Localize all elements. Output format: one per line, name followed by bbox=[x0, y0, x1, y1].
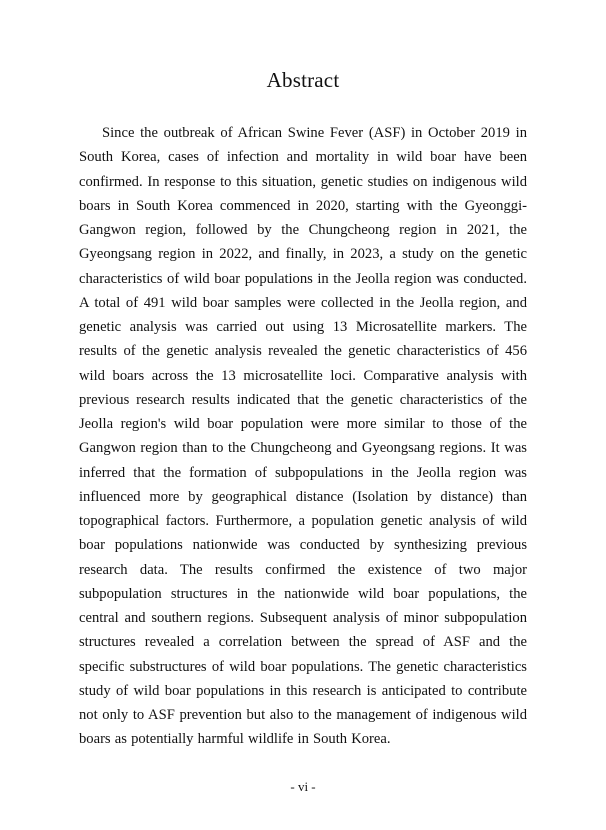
abstract-body: Since the outbreak of African Swine Fever (ASF) in October 2019 in South Korea, cases of infection and mortality in wild boar have been confirmed. In response to this situation, genetic studies on indigenous wild boars in South Korea commenced in 2020, starting with the Gyeonggi-Gangwon region, followed by the Chungcheong region in 2021, the Gyeongsang region in 2022, and finally, in 2023, a study on the genetic characteristics of wild boar populations in the Jeolla region was conducted. A total of 491 wild boar samples were collected in the Jeolla region, and genetic analysis was carried out using 13 Microsatellite markers. The results of the genetic analysis revealed the genetic characteristics of 456 wild boars across the 13 microsatellite loci. Comparative analysis with previous research results indicated that the genetic characteristics of the Jeolla region's wild boar population were more similar to those of the Gangwon region than to the Chungcheong and Gyeongsang regions. It was inferred that the formation of subpopulations in the Jeolla region was influenced more by geographical distance (Isolation by distance) than topographical factors. Furthermore, a population genetic analysis of wild boar populations nationwide was conducted by synthesizing previous research data. The results confirmed the existence of two major subpopulation structures in the nationwide wild boar populations, the central and southern regions. Subsequent analysis of minor subpopulation structures revealed a correlation between the spread of ASF and the specific substructures of wild boar populations. The genetic characteristics study of wild boar populations in this research is anticipated to contribute not only to ASF prevention but also to the management of indigenous wild boars as potentially harmful wildlife in South Korea. bbox=[79, 125, 527, 748]
page-number: - vi - bbox=[290, 779, 316, 794]
page-title: Abstract bbox=[266, 68, 340, 92]
